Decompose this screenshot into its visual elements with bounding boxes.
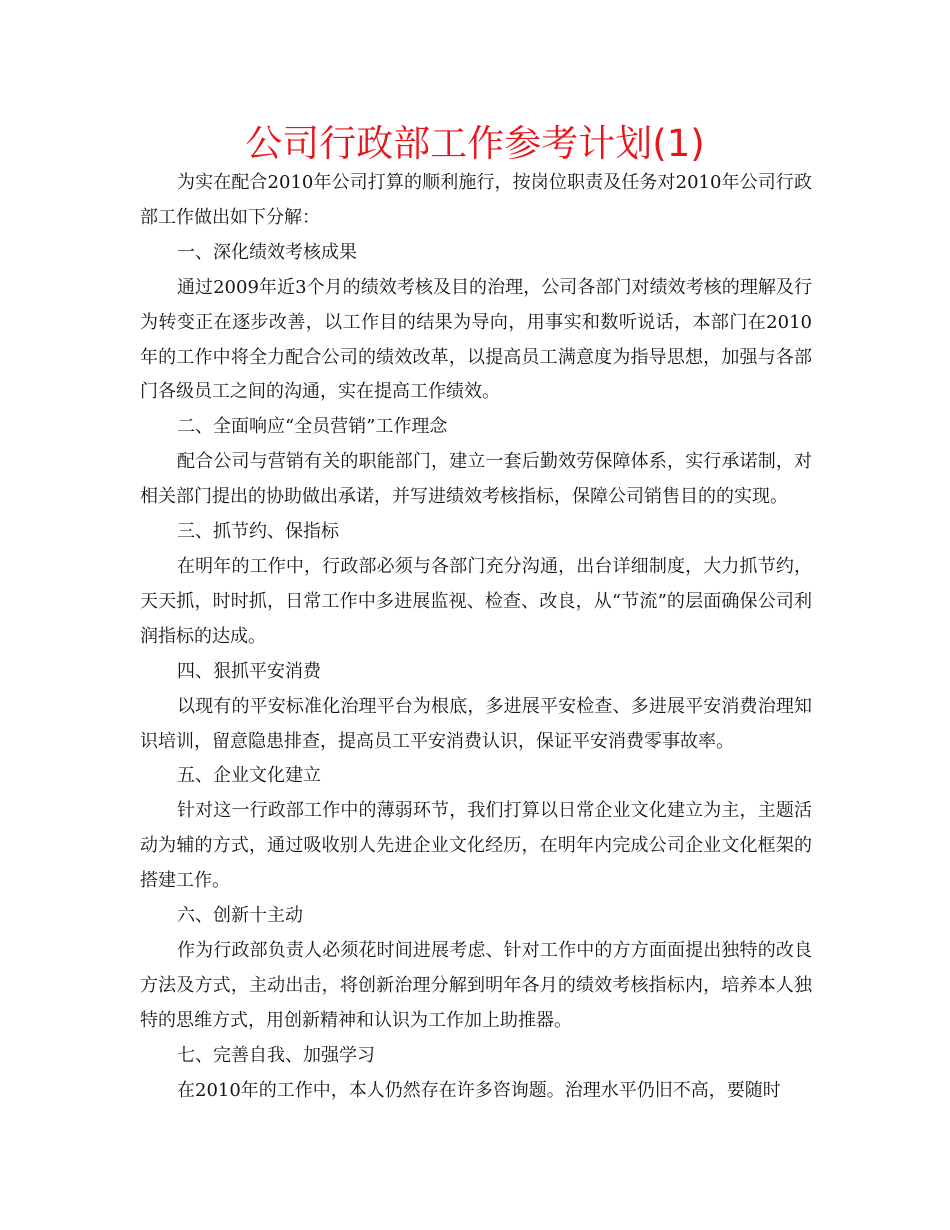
document-body xyxy=(140,166,812,1108)
section-heading: 五、企业文化建立 xyxy=(177,765,321,787)
section-heading: 六、创新十主动 xyxy=(177,905,303,927)
paragraph: 在明年的工作中，行政部必须与各部门充分沟通，出台详细制度，大力抓节约，天天抓，时时抓，日常工作中多进展监视、检查、改良，从“节流”的层面确保公司利润指标的达成。 xyxy=(140,555,812,647)
document-title: 公司行政部工作参考计划(1) xyxy=(245,122,705,165)
paragraph-intro: 为实在配合2010年公司打算的顺利施行，按岗位职责及任务对2010年公司行政部工作做出如下分解： xyxy=(140,172,812,228)
paragraph: 通过2009年近3个月的绩效考核及目的治理，公司各部门对绩效考核的理解及行为转变正在逐步改善，以工作目的结果为导向，用事实和数听说话，本部门在2010年的工作中将全力配合公司的绩效改革，以提高员工满意度为指导思想，加强与各部门各级员工之间的沟通，实在提高工作绩效。 xyxy=(140,276,812,403)
paragraph: 作为行政部负责人必须花时间进展考虑、针对工作中的方方面面提出独特的改良方法及方式，主动出击，将创新治理分解到明年各月的绩效考核指标内，培养本人独特的思维方式，用创新精神和认识为工作加上助推器。 xyxy=(140,939,812,1031)
section-heading: 一、深化绩效考核成果 xyxy=(177,241,357,263)
section-heading: 四、狠抓平安消费 xyxy=(177,660,321,682)
section-heading: 二、全面响应“全员营销”工作理念 xyxy=(177,416,448,438)
paragraph: 配合公司与营销有关的职能部门，建立一套后勤效劳保障体系，实行承诺制，对相关部门提出的协助做出承诺，并写进绩效考核指标，保障公司销售目的的实现。 xyxy=(140,451,812,508)
paragraph: 在2010年的工作中，本人仍然存在许多咨询题。治理水平仍旧不高，要随时 xyxy=(177,1079,781,1101)
section-heading: 七、完善自我、加强学习 xyxy=(177,1044,375,1066)
section-heading: 三、抓节约、保指标 xyxy=(177,521,339,543)
paragraph: 以现有的平安标准化治理平台为根底，多进展平安检查、多进展平安消费治理知识培训，留意隐患排查，提高员工平安消费认识，保证平安消费零事故率。 xyxy=(140,695,812,752)
paragraph: 针对这一行政部工作中的薄弱环节，我们打算以日常企业文化建立为主，主题活动为辅的方式，通过吸收别人先进企业文化经历，在明年内完成公司企业文化框架的搭建工作。 xyxy=(140,800,812,892)
